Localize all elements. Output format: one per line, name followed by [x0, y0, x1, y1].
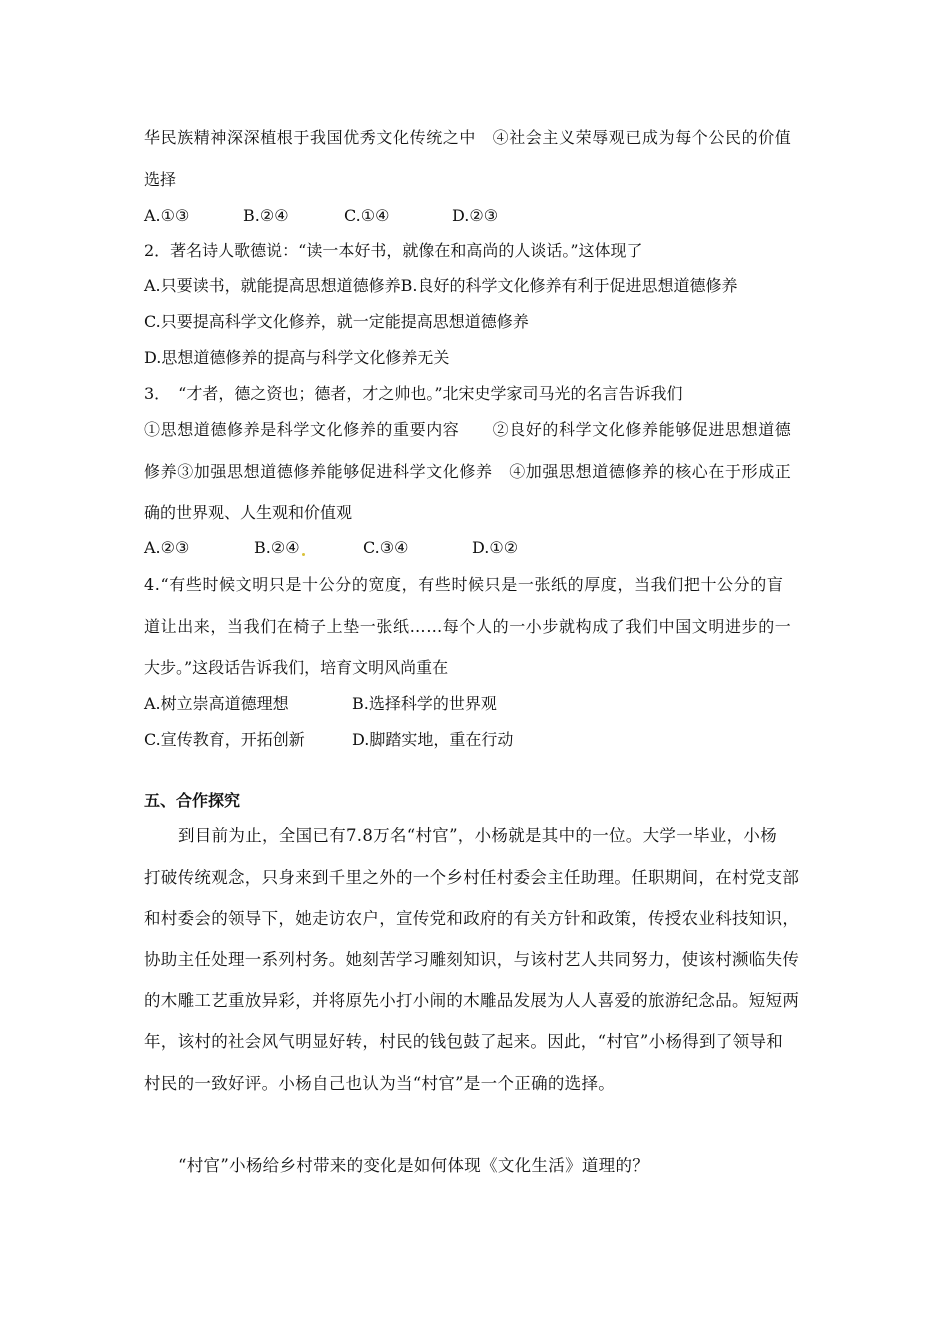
q4-stem-line1: 4.“有些时候文明只是十公分的宽度，有些时候只是一张纸的厚度，当我们把十公分的盲 — [144, 575, 784, 594]
passage-line6: 年，该村的社会风气明显好转，村民的钱包鼓了起来。因此，“村官”小杨得到了领导和 — [144, 1032, 784, 1051]
q1-stem-tail: 华民族精神深深植根于我国优秀文化传统之中 ④社会主义荣辱观已成为每个公民的价值 — [144, 128, 792, 147]
q4-option-a: A.树立崇高道德理想 — [144, 694, 289, 713]
passage-line5: 的木雕工艺重放异彩，并将原先小打小闹的木雕品发展为人人喜爱的旅游纪念品。短短两 — [144, 991, 800, 1010]
q3-option-a: A.②③ — [144, 538, 190, 557]
q1-option-b: B.②④ — [243, 206, 289, 225]
q1-option-d: D.②③ — [452, 206, 499, 225]
q4-option-c: C.宣传教育，开拓创新 — [144, 730, 305, 749]
q2-option-ab: A.只要读书，就能提高思想道德修养B.良好的科学文化修养有利于促进思想道德修养 — [144, 276, 738, 295]
q2-option-c: C.只要提高科学文化修养，就一定能提高思想道德修养 — [144, 312, 529, 331]
passage-line1: 到目前为止，全国已有7.8万名“村官”，小杨就是其中的一位。大学一毕业，小杨 — [178, 826, 778, 845]
question-prompt: “村官”小杨给乡村带来的变化是如何体现《文化生活》道理的？ — [178, 1156, 650, 1175]
passage-line2: 打破传统观念，只身来到千里之外的一个乡村任村委会主任助理。任职期间，在村党支部 — [144, 868, 800, 887]
q2-option-d: D.思想道德修养的提高与科学文化修养无关 — [144, 348, 450, 367]
passage-line3: 和村委会的领导下，她走访农户，宣传党和政府的有关方针和政策，传授农业科技知识， — [144, 909, 800, 928]
q4-option-d: D.脚踏实地，重在行动 — [352, 730, 514, 749]
q1-option-a: A.①③ — [144, 206, 190, 225]
q4-stem-line3: 大步。”这段话告诉我们，培育文明风尚重在 — [144, 658, 449, 677]
q3-option-c: C.③④ — [363, 538, 409, 557]
q1-stem-end: 选择 — [144, 170, 177, 189]
q3-statement-line2: 修养③加强思想道德修养能够促进科学文化修养 ④加强思想道德修养的核心在于形成正 — [144, 462, 792, 481]
q1-option-c: C.①④ — [344, 206, 390, 225]
q3-statement-line1: ①思想道德修养是科学文化修养的重要内容 ②良好的科学文化修养能够促进思想道德 — [144, 420, 792, 439]
q3-option-b: B.②④ — [254, 538, 300, 557]
q4-option-b: B.选择科学的世界观 — [352, 694, 497, 713]
q2-stem: 2．著名诗人歌德说：“读一本好书，就像在和高尚的人谈话。”这体现了 — [144, 241, 643, 260]
q3-option-d: D.①② — [472, 538, 519, 557]
passage-line7: 村民的一致好评。小杨自己也认为当“村官”是一个正确的选择。 — [144, 1074, 616, 1093]
q3-statement-line3: 确的世界观、人生观和价值观 — [144, 503, 353, 522]
q3-stem: 3． “才者，德之资也；德者，才之帅也。”北宋史学家司马光的名言告诉我们 — [144, 384, 683, 403]
annotation-dot — [302, 553, 305, 556]
passage-line4: 协助主任处理一系列村务。她刻苦学习雕刻知识，与该村艺人共同努力，使该村濒临失传 — [144, 950, 800, 969]
section-heading: 五、合作探究 — [144, 791, 241, 810]
q4-stem-line2: 道让出来，当我们在椅子上垫一张纸……每个人的一小步就构成了我们中国文明进步的一 — [144, 617, 792, 636]
